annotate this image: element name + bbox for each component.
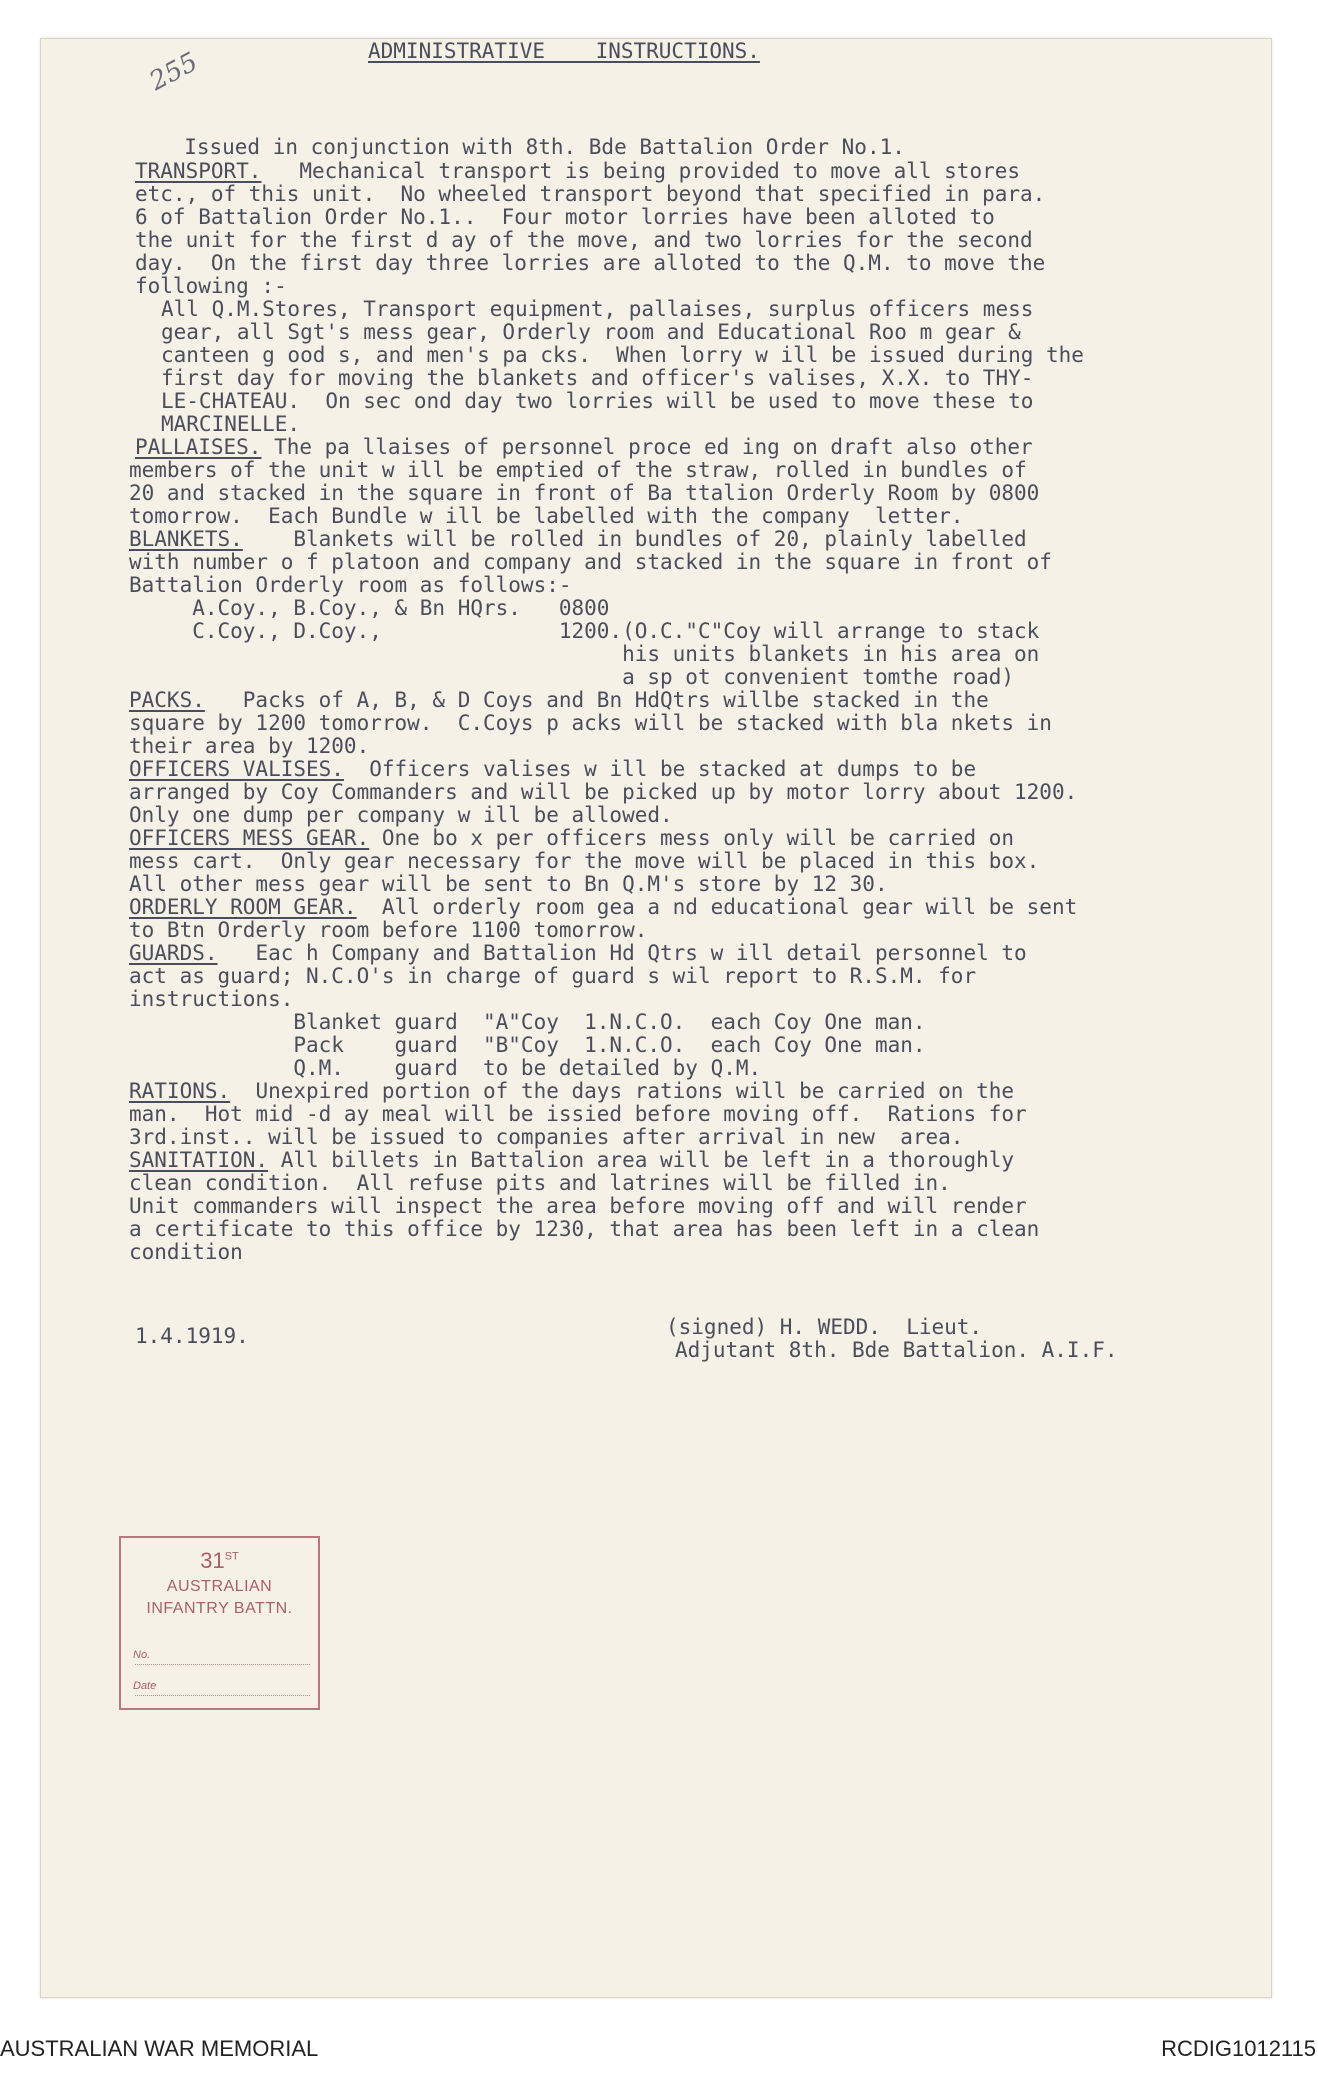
stamp-date-line (135, 1695, 310, 1696)
line-text: condition (129, 1240, 243, 1264)
section-line (135, 435, 1033, 460)
line-text: The pa llaises of personnel proce ed ing on draft also other (261, 435, 1033, 459)
line-text: mess cart. Only gear necessary for the move will be placed in this box. (129, 849, 1040, 873)
line-text: A.Coy., B.Coy., & Bn HQrs. 0800 (129, 596, 610, 620)
section-heading: ORDERLY ROOM GEAR. (129, 895, 357, 919)
line-text: One bo x per officers mess only will be carried on (369, 826, 1015, 850)
stamp-number: 31ST (200, 1548, 239, 1573)
section-heading: PALLAISES. (135, 435, 262, 459)
line-text: to Btn Orderly room before 1100 tomorrow. (129, 918, 648, 942)
section-line (129, 1148, 1014, 1173)
line-text: act as guard; N.C.O's in charge of guard s wil report to R.S.M. for (129, 964, 977, 988)
section-line (129, 895, 1077, 920)
text-line (161, 320, 1021, 345)
line-text: tomorrow. Each Bundle w ill be labelled with the company letter. (129, 504, 964, 528)
section-heading: OFFICERS MESS GEAR. (129, 826, 370, 850)
line-text: All other mess gear will be sent to Bn Q.M's store by 12 30. (129, 872, 888, 896)
stamp-no-label: No. (133, 1649, 151, 1661)
section-line (129, 688, 989, 713)
text-line (129, 665, 1014, 690)
stamp-date-label: Date (133, 1680, 157, 1692)
text-line (135, 182, 1045, 207)
text-line (161, 389, 1033, 414)
footer-source: AUSTRALIAN WAR MEMORIAL (0, 2036, 319, 2061)
section-line (129, 941, 1027, 966)
text-line (129, 1217, 1039, 1242)
line-text: their area by 1200. (129, 734, 370, 758)
text-line (666, 1315, 982, 1340)
text-line (129, 1010, 926, 1035)
line-text: with number o f platoon and company and stacked in the square in front of (129, 550, 1052, 574)
line-text: a sp ot convenient tomthe road) (129, 665, 1015, 689)
unit-stamp (119, 1536, 320, 1710)
footer-id: RCDIG1012115 (1161, 2036, 1316, 2061)
text-line (129, 619, 1039, 644)
line-text: MARCINELLE. (161, 412, 301, 436)
line-text: All Q.M.Stores, Transport equipment, pallaises, surplus officers mess (161, 297, 1034, 321)
line-text: man. Hot mid -d ay meal will be issied before moving off. Rations for (129, 1102, 1027, 1126)
text-line (135, 228, 1033, 253)
line-text: All billets in Battalion area will be left in a thoroughly (268, 1148, 1015, 1172)
text-line (135, 1324, 249, 1349)
text-line (129, 803, 673, 828)
text-line (135, 205, 995, 230)
section-heading: BLANKETS. (129, 527, 243, 551)
section-heading: TRANSPORT. (135, 159, 262, 183)
text-line (129, 1033, 926, 1058)
line-text: his units blankets in his area on (129, 642, 1040, 666)
text-line (129, 734, 369, 759)
text-line (161, 366, 1033, 391)
text-line (129, 1194, 1027, 1219)
section-heading: PACKS. (129, 688, 205, 712)
section-line (129, 1079, 1014, 1104)
line-text: first day for moving the blankets and officer's valises, X.X. to THY- (161, 366, 1034, 390)
line-text: Unexpired portion of the days rations will be carried on the (230, 1079, 1015, 1103)
line-text: Adjutant 8th. Bde Battalion. A.I.F. (675, 1338, 1118, 1362)
line-text: arranged by Coy Commanders and will be picked up by motor lorry about 1200. (129, 780, 1078, 804)
text-line (129, 573, 572, 598)
line-text: Issued in conjunction with 8th. Bde Battalion Order No.1. (121, 135, 905, 159)
text-line (129, 504, 963, 529)
line-text: a certificate to this office by 1230, that area has been left in a clean (129, 1217, 1040, 1241)
line-text: Blanket guard "A"Coy 1.N.C.O. each Coy One man. (129, 1010, 926, 1034)
line-text: 6 of Battalion Order No.1.. Four motor lorries have been alloted to (135, 205, 995, 229)
section-heading: RATIONS. (129, 1079, 231, 1103)
text-line (129, 1171, 951, 1196)
line-text: square by 1200 tomorrow. C.Coys p acks will be stacked with bla nkets in (129, 711, 1052, 735)
line-text: instructions. (129, 987, 294, 1011)
line-text: Pack guard "B"Coy 1.N.C.O. each Coy One man. (129, 1033, 926, 1057)
text-line (129, 711, 1052, 736)
section-heading: GUARDS. (129, 941, 218, 965)
line-text: 3rd.inst.. will be issued to companies after arrival in new area. (129, 1125, 964, 1149)
stamp-line-infantry: INFANTRY BATTN. (146, 1600, 293, 1617)
line-text: clean condition. All refuse pits and latrines will be filled in. (129, 1171, 951, 1195)
text-line (121, 135, 905, 160)
text-line (161, 297, 1033, 322)
text-line (135, 251, 1045, 276)
line-text: Battalion Orderly room as follows:- (129, 573, 572, 597)
text-line (129, 964, 976, 989)
text-line (161, 412, 300, 437)
line-text: Packs of A, B, & D Coys and Bn HdQtrs willbe stacked in the (204, 688, 989, 712)
text-line (129, 481, 1039, 506)
line-text: (signed) H. WEDD. Lieut. (666, 1315, 983, 1339)
text-line (129, 1125, 963, 1150)
document-title: ADMINISTRATIVE INSTRUCTIONS. (368, 39, 760, 63)
line-text: Only one dump per company w ill be allowed. (129, 803, 673, 827)
stamp-line-australian: AUSTRALIAN (166, 1578, 273, 1595)
line-text: etc., of this unit. No wheeled transport beyond that specified in para. (135, 182, 1046, 206)
text-line (129, 550, 1052, 575)
line-text: Q.M. guard to be detailed by Q.M. (129, 1056, 762, 1080)
line-text: members of the unit w ill be emptied of the straw, rolled in bundles of (129, 458, 1027, 482)
line-text: Unit commanders will inspect the area before moving off and will render (129, 1194, 1027, 1218)
line-text: All orderly room gea a nd educational gear will be sent (356, 895, 1078, 919)
section-line (129, 757, 976, 782)
section-line (135, 159, 1020, 184)
section-heading: OFFICERS VALISES. (129, 757, 344, 781)
line-text: the unit for the first d ay of the move, and two lorries for the second (135, 228, 1033, 252)
text-line (675, 1338, 1118, 1363)
line-text: following :- (135, 274, 287, 298)
text-line (129, 1102, 1027, 1127)
stamp-no-line (135, 1664, 310, 1665)
line-text: LE-CHATEAU. On sec ond day two lorries will be used to move these to (161, 389, 1034, 413)
line-text: gear, all Sgt's mess gear, Orderly room and Educational Roo m gear & (161, 320, 1021, 344)
line-text: Mechanical transport is being provided to move all stores (261, 159, 1021, 183)
line-text: Officers valises w ill be stacked at dumps to be (343, 757, 977, 781)
text-line (129, 642, 1039, 667)
line-text: C.Coy., D.Coy., 1200.(O.C."C"Coy will arrange to stack (129, 619, 1040, 643)
text-line (161, 343, 1084, 368)
text-line (129, 918, 647, 943)
line-text: 20 and stacked in the square in front of Ba ttalion Orderly Room by 0800 (129, 481, 1040, 505)
text-line (135, 274, 287, 299)
document-page (40, 38, 1272, 1998)
text-line (129, 1240, 243, 1265)
line-text: Blankets will be rolled in bundles of 20, plainly labelled (242, 527, 1027, 551)
text-line (129, 458, 1027, 483)
section-line (129, 527, 1027, 552)
section-heading: SANITATION. (129, 1148, 269, 1172)
line-text: canteen g ood s, and men's pa cks. When lorry w ill be issued during the (161, 343, 1084, 367)
document-body (41, 39, 1271, 1362)
line-text: 1.4.1919. (135, 1324, 249, 1348)
line-text: day. On the first day three lorries are alloted to the Q.M. to move the (135, 251, 1046, 275)
text-line (129, 780, 1077, 805)
text-line (129, 872, 888, 897)
text-line (129, 849, 1039, 874)
text-line (129, 596, 609, 621)
section-line (129, 826, 1014, 851)
text-line (129, 987, 293, 1012)
handwritten-page-number: 255 (144, 47, 203, 97)
line-text: Eac h Company and Battalion Hd Qtrs w ill detail personnel to (217, 941, 1027, 965)
text-line (129, 1056, 761, 1081)
